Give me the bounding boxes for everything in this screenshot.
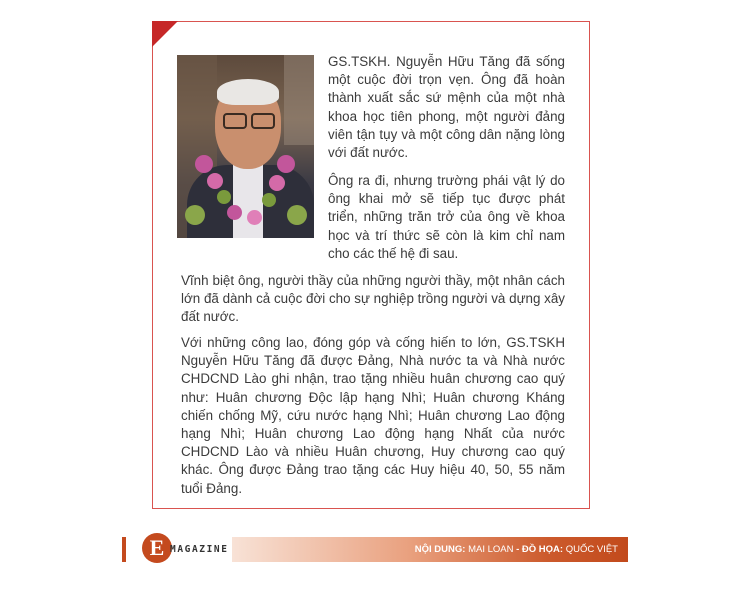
paragraph-4: Với những công lao, đóng góp và cống hiến to lớn, GS.TSKH Nguyễn Hữu Tăng đã được Đảng, Nhà nước ta và Nhà nước CHDCND Lào ghi nhận, trao tặng nhiều huân chương cao quý như: Huân chương Độc lập hạng Nhì; Huân chương Kháng chiến chống Mỹ, cứu nước hạng Nhì; Huân chương Lao động hạng Nhì; Huân chương Lao động hạng Nhất của nước CHDCND Lào và nhiều Huân chương, Huy chương cao quý khác. Ông được Đảng trao tặng các Huy hiệu 40, 50, 55 năm tuổi Đảng. <box>181 335 565 496</box>
credit-separator: - <box>516 544 520 555</box>
credit-text <box>415 537 618 562</box>
paragraph-3: Vĩnh biệt ông, người thầy của những người thầy, một nhân cách lớn đã dành cả cuộc đời cho sự nghiệp trồng người và dựng xây đất nước. <box>181 273 565 325</box>
graphics-author: QUỐC VIỆT <box>565 544 618 555</box>
emagazine-logo-icon: E <box>142 533 172 563</box>
article-card <box>152 21 590 509</box>
content-label: NỘI DUNG: <box>414 544 466 555</box>
paragraph-1: GS.TSKH. Nguyễn Hữu Tăng đã sống một cuộc đời trọn vẹn. Ông đã hoàn thành xuất sắc sứ mệnh của một nhà khoa học tiên phong, một người đảng viên tận tụy và một công dân nặng lòng với đất nước. <box>328 54 565 161</box>
emagazine-logo-text: MAGAZINE <box>170 544 229 555</box>
paragraph-2: Ông ra đi, nhưng trường phái vật lý do ông khai mở sẽ tiếp tục được phát triển, những trăn trở của ông về khoa học và trí thức sẽ còn là kim chỉ nam cho các thế hệ đi sau. <box>328 173 565 261</box>
corner-accent <box>152 21 178 47</box>
graphics-label: ĐỒ HỌA: <box>521 544 564 555</box>
content-author: MAI LOAN <box>468 544 514 555</box>
credit-bar <box>232 537 628 562</box>
footer-accent-bar <box>122 537 126 562</box>
portrait-photo <box>177 55 314 238</box>
